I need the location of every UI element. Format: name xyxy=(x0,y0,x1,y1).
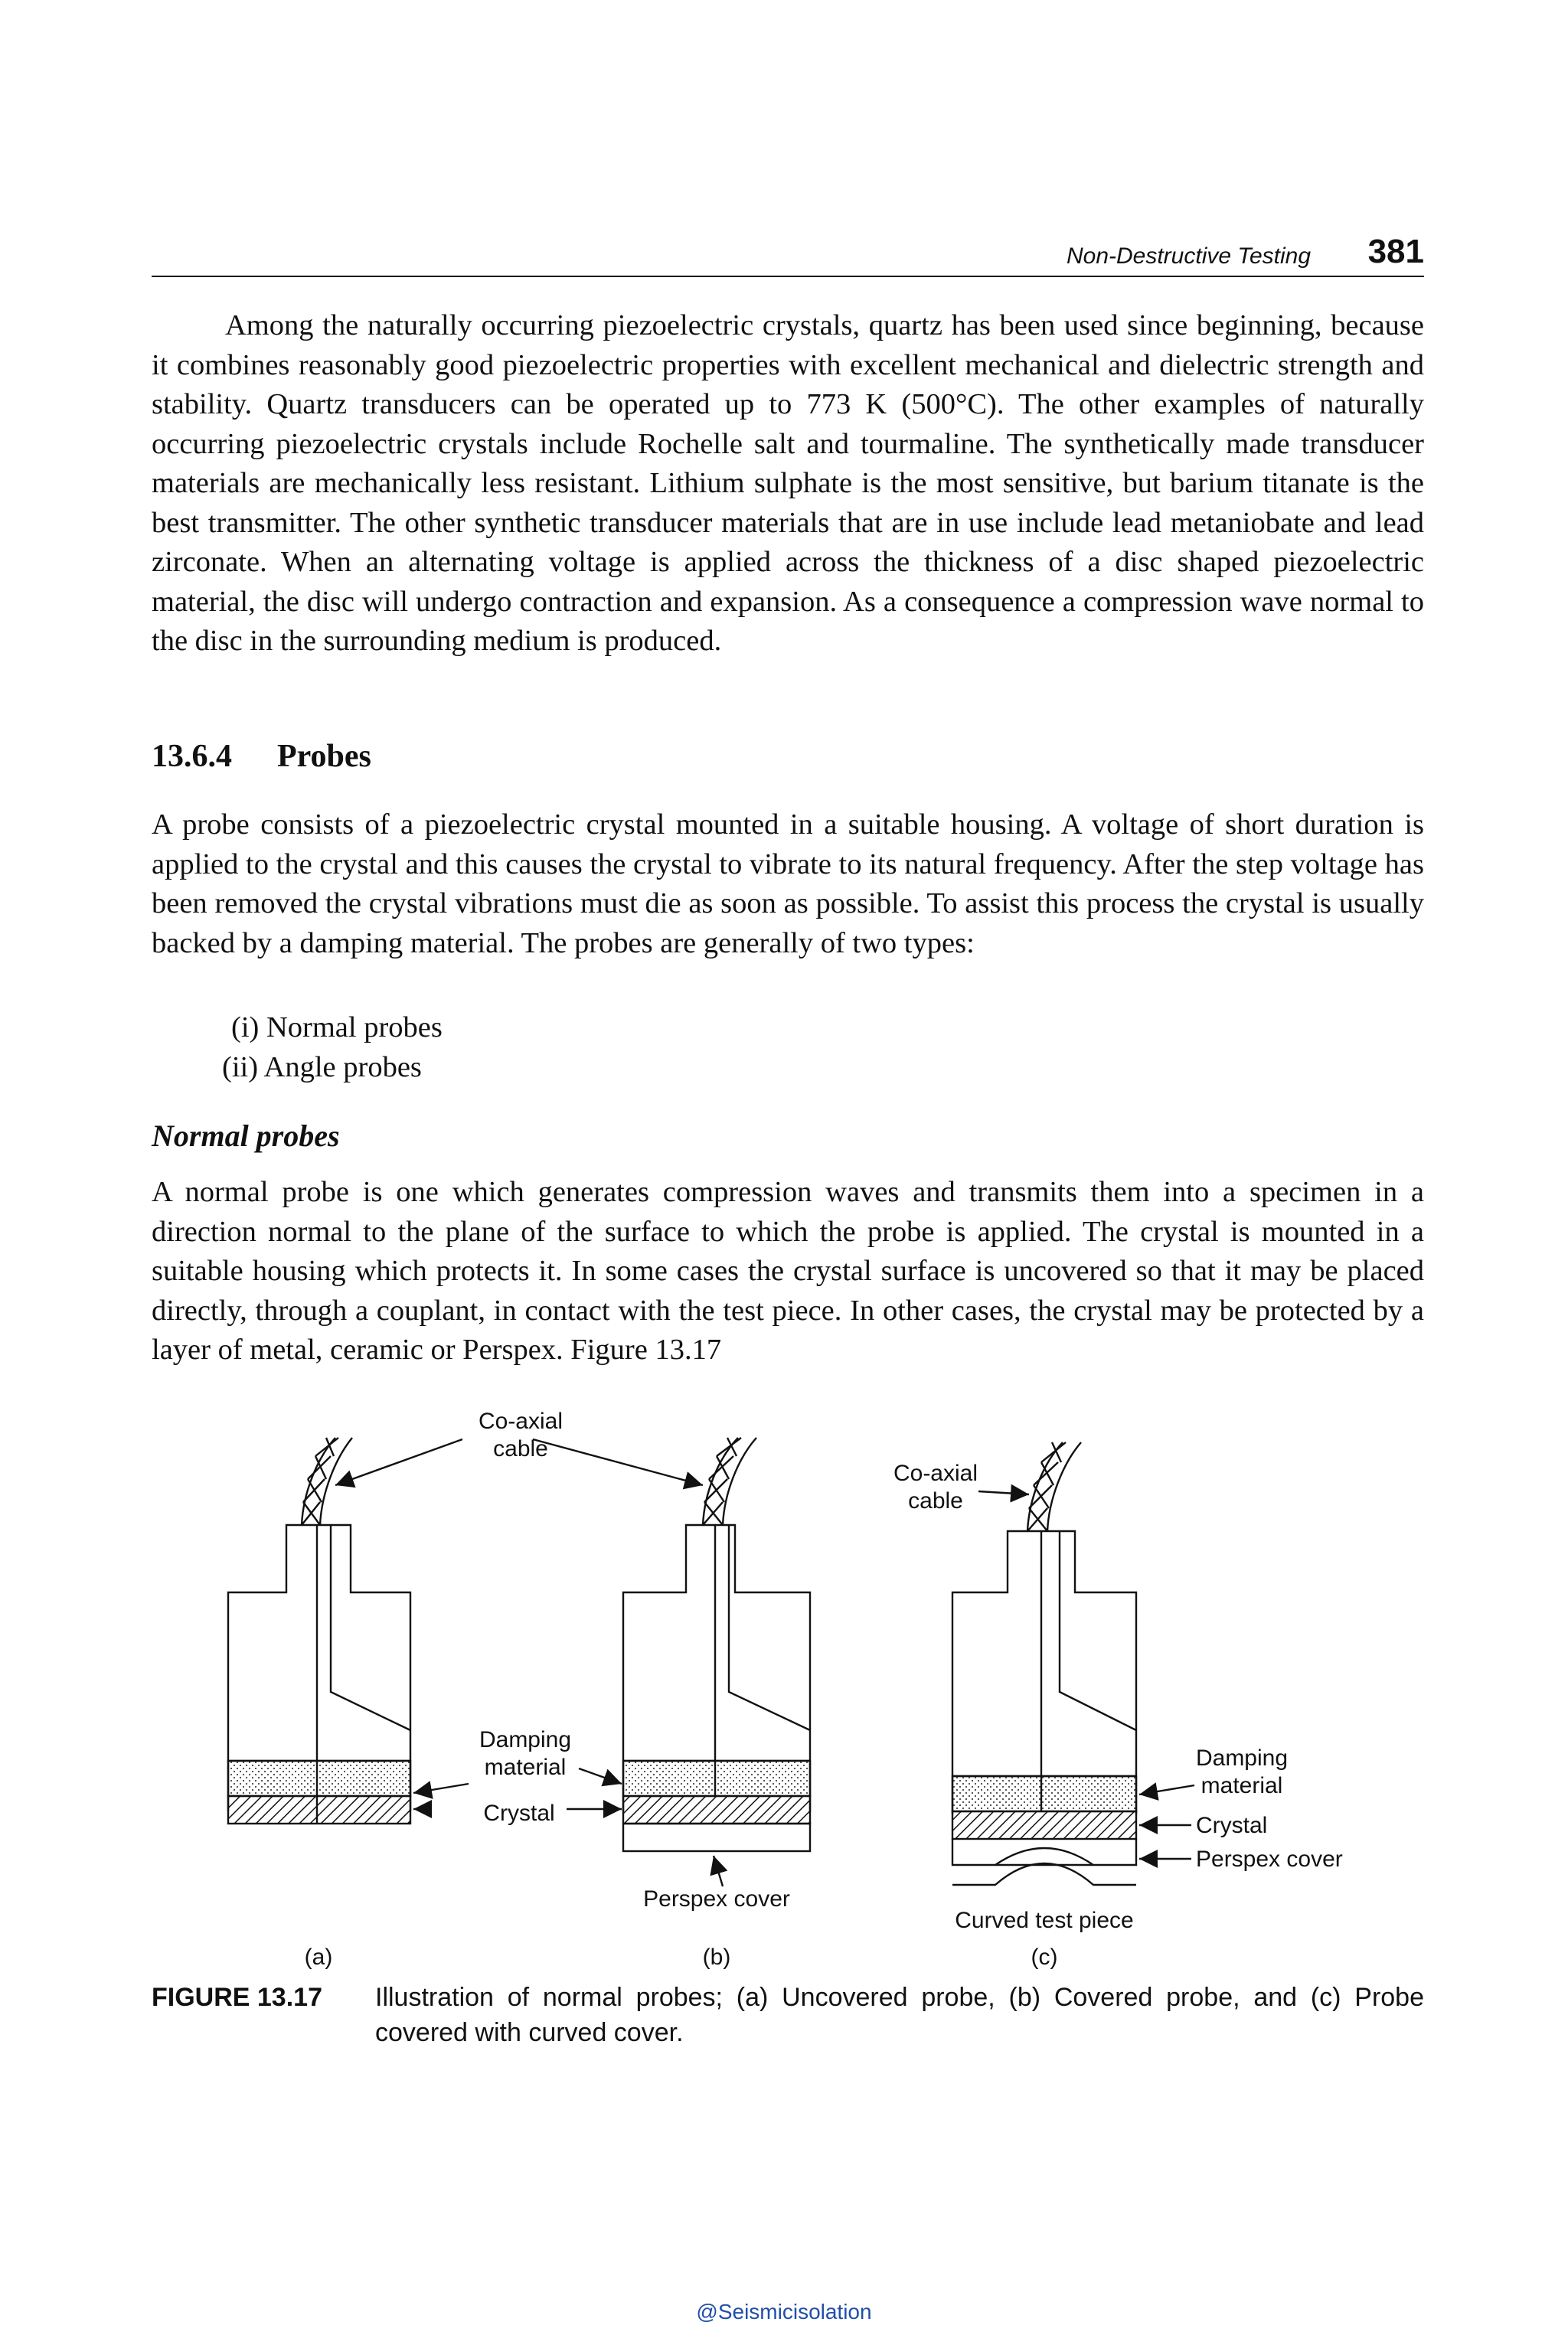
leader-arrows xyxy=(335,1439,1194,1886)
section-title: Probes xyxy=(277,739,371,774)
page-header xyxy=(152,230,1424,277)
label-perspex-cover-b: Perspex cover xyxy=(643,1886,790,1912)
subheading-normal-probes: Normal probes xyxy=(152,1119,340,1153)
paragraph-probes: A probe consists of a piezoelectric crystal mounted in a suitable housing. A voltage of short duration is applied to the crystal and this causes the crystal to vibrate to its natural frequency. After the step voltage has been removed the crystal vibrations must die as soon as possible. To assist this process the crystal is usually backed by a damping material. The probes are generally of two types: xyxy=(152,808,1424,959)
probe-c-coaxial-cable-icon xyxy=(1027,1442,1081,1531)
probe-a-housing xyxy=(228,1525,410,1811)
probe-c-lead-wire-2 xyxy=(1060,1531,1136,1730)
label-crystal-c: Crystal xyxy=(1196,1813,1268,1838)
probe-c-damping xyxy=(952,1776,1136,1811)
label-coaxial-line1: Co-axial xyxy=(478,1409,564,1434)
probe-b-coaxial-cable-icon xyxy=(703,1438,756,1525)
caption-text: Illustration of normal probes; (a) Uncovered probe, (b) Covered probe, and (c) Probe covered with curved cover. xyxy=(375,1983,1424,2047)
header-rule xyxy=(152,276,1424,277)
probe-a xyxy=(228,1438,410,1824)
label-perspex-cover-c: Perspex cover xyxy=(1196,1847,1343,1872)
panel-label-c: (c) xyxy=(1031,1945,1058,1970)
label-cable-line2: cable xyxy=(493,1436,548,1461)
caption-label: FIGURE 13.17 xyxy=(152,1983,322,2012)
probe-c xyxy=(952,1442,1136,1885)
label-damping-c-line2: material xyxy=(1200,1773,1283,1798)
probe-a-damping xyxy=(228,1761,410,1796)
label-coaxial-c-line1: Co-axial xyxy=(893,1461,978,1486)
probe-c-crystal xyxy=(952,1811,1136,1839)
probe-c-curved-cover xyxy=(952,1839,1136,1865)
paragraph-normal-probes: A normal probe is one which generates compression waves and transmits them into a specimen in a direction normal to the plane of the surface to which the probe is applied. The crystal is mounted in a suitable housing which protects it. In some cases the crystal surface is uncovered so that it may be placed directly, through a couplant, in contact with the test piece. In other cases, the crystal may be protected by a layer of metal, ceramic or Perspex. Figure 13.17 xyxy=(152,1176,1424,1366)
probe-a-crystal xyxy=(228,1796,410,1824)
probe-b-crystal xyxy=(623,1796,810,1824)
running-title: Non-Destructive Testing xyxy=(1066,243,1311,269)
section-heading xyxy=(152,738,371,775)
probe-b-lead-wire-2 xyxy=(729,1525,810,1730)
list-item-angle-probes: (ii) Angle probes xyxy=(222,1051,422,1083)
probe-c-housing xyxy=(952,1531,1136,1814)
paragraph-piezoelectric-crystals: Among the naturally occurring piezoelectric crystals, quartz has been used since beginning, because it combines reasonably good piezoelectric properties with excellent mechanical and dielectric strength and stability. Quartz transducers can be operated up to 773 K (500°C). The other examples of naturally occurring piezoelectric crystals include Rochelle salt and tourmaline. The synthetically made transducer materials are mechanically less resistant. Lithium sulphate is the most sensitive, but barium titanate is the best transmitter. The other synthetic transducer materials that are in use include lead metaniobate and lead zirconate. When an alternating voltage is applied across the thickness of a disc shaped piezoelectric material, the disc will undergo contraction and expansion. As a consequence a compression wave normal to the disc in the surrounding medium is produced. xyxy=(152,309,1424,657)
probe-a-lead-wire-2 xyxy=(331,1525,410,1730)
probe-b-damping xyxy=(623,1761,810,1796)
label-damping-line1: Damping xyxy=(479,1727,572,1752)
label-crystal: Crystal xyxy=(483,1801,555,1826)
label-cable-c-line2: cable xyxy=(908,1488,963,1514)
panel-label-a: (a) xyxy=(304,1945,333,1970)
label-damping-line2: material xyxy=(484,1755,567,1780)
watermark: @Seismicisolation xyxy=(696,2300,872,2324)
label-curved-test-piece: Curved test piece xyxy=(955,1908,1134,1933)
label-damping-c-line1: Damping xyxy=(1195,1746,1289,1771)
page-number: 381 xyxy=(1367,233,1424,270)
probe-b xyxy=(623,1438,810,1851)
probe-b-perspex-cover xyxy=(623,1824,810,1851)
panel-label-b: (b) xyxy=(702,1945,731,1970)
section-number: 13.6.4 xyxy=(152,739,232,774)
probe-c-curved-test-piece xyxy=(952,1863,1136,1885)
list-item-normal-probes: (i) Normal probes xyxy=(231,1011,443,1043)
probe-a-coaxial-cable-icon xyxy=(302,1438,352,1525)
probe-b-housing xyxy=(623,1525,810,1811)
